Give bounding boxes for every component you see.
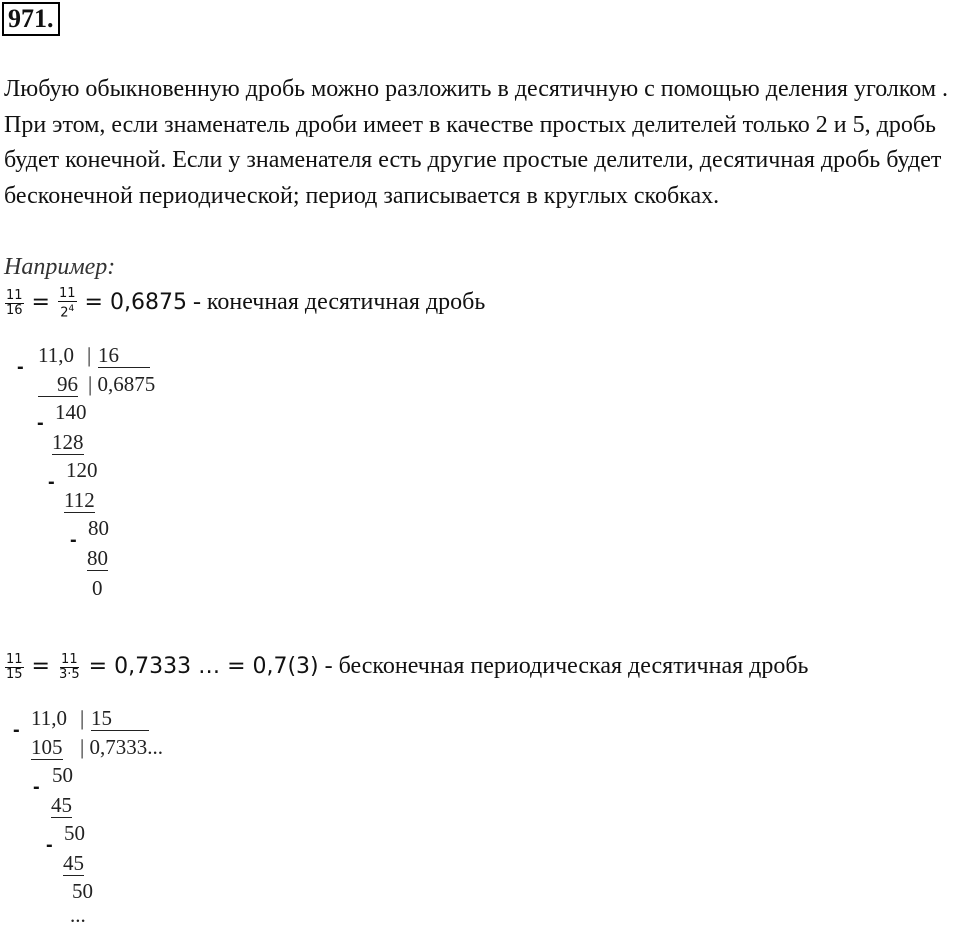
example2-caption: - бесконечная периодическая десятичная дробь xyxy=(318,653,809,680)
fraction-denominator: 16 xyxy=(6,303,23,319)
minus-sign: - xyxy=(70,529,77,551)
minus-sign: - xyxy=(33,776,40,798)
subtrahend: 105 xyxy=(31,735,63,759)
subtrahend: 128 xyxy=(52,430,84,454)
equals-sign: = xyxy=(31,654,50,680)
subtrahend: 96 xyxy=(38,372,78,397)
fraction-11-2pow4 xyxy=(58,287,77,320)
example-label: Например: xyxy=(4,254,116,280)
decimal-result: = 0,6875 xyxy=(84,290,187,316)
fraction-numerator: 11 xyxy=(6,288,23,304)
equals-sign: = xyxy=(31,290,50,316)
remainder: 50 xyxy=(64,821,85,845)
subtrahend: 112 xyxy=(64,488,95,512)
fraction-denominator: 15 xyxy=(6,667,23,682)
subtrahend: 80 xyxy=(87,546,108,570)
fraction-numerator: 11 xyxy=(6,652,23,667)
example2-equation xyxy=(3,653,809,682)
fraction-11-15 xyxy=(5,653,24,682)
subtrahend: 45 xyxy=(63,851,84,875)
divider-bar: | xyxy=(87,343,92,367)
dividend: 11,0 xyxy=(38,343,74,367)
continuation-dots: ... xyxy=(70,903,86,927)
minus-sign: - xyxy=(17,356,24,378)
fraction-denominator: 3·5 xyxy=(58,667,80,682)
final-remainder: 0 xyxy=(92,576,103,600)
remainder: 120 xyxy=(66,458,98,482)
fraction-numerator: 11 xyxy=(58,286,76,301)
example1-equation xyxy=(3,287,485,320)
minus-sign: - xyxy=(46,834,53,856)
fraction-denominator: $2^4$ xyxy=(60,304,75,321)
fraction-numerator: 11 xyxy=(61,652,78,667)
fraction-11-3x5 xyxy=(58,653,81,682)
divisor: 16 xyxy=(98,343,150,368)
quotient: | 0,7333... xyxy=(80,735,163,759)
task-number: 971. xyxy=(2,2,60,36)
divider-bar: | xyxy=(80,706,85,730)
example1-caption: - конечная десятичная дробь xyxy=(186,289,486,316)
minus-sign: - xyxy=(37,412,44,434)
remainder: 50 xyxy=(52,763,73,787)
quotient: | 0,6875 xyxy=(88,372,156,396)
subtrahend: 45 xyxy=(51,793,72,817)
minus-sign: - xyxy=(48,471,55,493)
decimal-result: = 0,7333 … = 0,7(3) xyxy=(88,654,319,680)
intro-paragraph: Любую обыкновенную дробь можно разложить в десятичную с помощью деления уголком . При этом, если знаменатель дроби имеет в качестве простых делителей только 2 и 5, дробь будет конечной. Если у знаменателя есть другие простые делители, десятичная дробь будет бесконечной периодической; период записывается в круглых скобках. xyxy=(4,76,949,209)
dividend: 11,0 xyxy=(31,706,67,730)
remainder: 80 xyxy=(88,516,109,540)
fraction-11-16 xyxy=(5,289,24,318)
minus-sign: - xyxy=(13,719,20,741)
divisor: 15 xyxy=(91,706,149,731)
remainder: 140 xyxy=(55,400,87,424)
remainder: 50 xyxy=(72,879,93,903)
